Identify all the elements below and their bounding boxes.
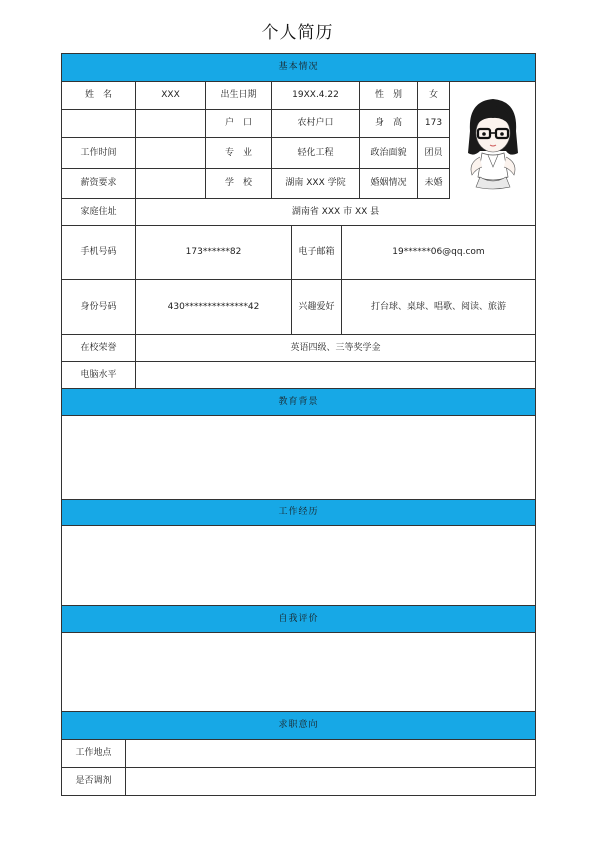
address-value[interactable]: 湖南省 XXX 市 XX 县 bbox=[291, 206, 380, 217]
section-intent-header: 求职意向 bbox=[62, 712, 535, 740]
row-computer bbox=[62, 362, 535, 389]
height-value[interactable]: 173 bbox=[418, 110, 450, 137]
resume-table bbox=[61, 53, 536, 796]
hobby-label: 兴趣爱好 bbox=[292, 280, 342, 334]
politics-value[interactable]: 团员 bbox=[418, 138, 450, 168]
hobby-value[interactable]: 打台球、桌球、唱歌、阅读、旅游 bbox=[370, 301, 506, 312]
row-id bbox=[62, 280, 535, 335]
major-value[interactable]: 轻化工程 bbox=[272, 138, 360, 168]
award-label: 在校荣誉 bbox=[62, 335, 136, 361]
marital-label: 婚姻情况 bbox=[360, 169, 418, 198]
gender-label: 性 别 bbox=[360, 82, 418, 109]
computer-label: 电脑水平 bbox=[62, 362, 136, 388]
row-award bbox=[62, 335, 535, 362]
location-value[interactable] bbox=[126, 740, 535, 767]
location-label: 工作地点 bbox=[62, 740, 126, 767]
row-salary bbox=[62, 169, 450, 199]
row-adjust bbox=[62, 768, 535, 795]
row-location bbox=[62, 740, 535, 768]
birth-label: 出生日期 bbox=[206, 82, 272, 109]
worktime-value[interactable] bbox=[136, 138, 206, 168]
id-value[interactable]: 430**************42 bbox=[136, 280, 292, 334]
school-value[interactable]: 湖南 XXX 学院 bbox=[272, 169, 360, 198]
salary-value[interactable] bbox=[136, 169, 206, 198]
computer-value[interactable] bbox=[136, 362, 535, 388]
politics-label: 政治面貌 bbox=[360, 138, 418, 168]
avatar bbox=[450, 82, 535, 199]
row-hukou bbox=[62, 110, 450, 138]
section-basic-header: 基本情况 bbox=[62, 54, 535, 82]
row-name bbox=[62, 82, 450, 110]
award-value[interactable]: 英语四级、三等奖学金 bbox=[290, 342, 381, 353]
school-label: 学 校 bbox=[206, 169, 272, 198]
name-value[interactable]: XXX bbox=[136, 82, 206, 109]
phone-label: 手机号码 bbox=[62, 226, 136, 279]
row-address bbox=[62, 199, 535, 226]
row-worktime bbox=[62, 138, 450, 169]
empty-cell bbox=[136, 110, 206, 137]
section-work-header: 工作经历 bbox=[62, 500, 535, 526]
education-content[interactable] bbox=[62, 416, 535, 500]
hukou-value[interactable]: 农村户口 bbox=[272, 110, 360, 137]
work-content[interactable] bbox=[62, 526, 535, 606]
hukou-label: 户 口 bbox=[206, 110, 272, 137]
email-label: 电子邮箱 bbox=[292, 226, 342, 279]
email-value[interactable]: 19******06@qq.com bbox=[392, 247, 485, 258]
adjust-value[interactable] bbox=[126, 768, 535, 795]
self-content[interactable] bbox=[62, 633, 535, 712]
section-education-header: 教育背景 bbox=[62, 389, 535, 416]
page-title: 个人简历 bbox=[261, 23, 334, 43]
marital-value[interactable]: 未婚 bbox=[418, 169, 450, 198]
cartoon-girl-icon bbox=[460, 91, 526, 191]
phone-value[interactable]: 173******82 bbox=[136, 226, 292, 279]
row-phone bbox=[62, 226, 535, 280]
major-label: 专 业 bbox=[206, 138, 272, 168]
salary-label: 薪资要求 bbox=[62, 169, 136, 198]
address-label: 家庭住址 bbox=[62, 199, 136, 225]
name-label: 姓 名 bbox=[62, 82, 136, 109]
section-self-header: 自我评价 bbox=[62, 606, 535, 633]
id-label: 身份号码 bbox=[62, 280, 136, 334]
adjust-label: 是否调剂 bbox=[62, 768, 126, 795]
empty-cell bbox=[62, 110, 136, 137]
gender-value[interactable]: 女 bbox=[418, 82, 450, 109]
height-label: 身 高 bbox=[360, 110, 418, 137]
birth-value[interactable]: 19XX.4.22 bbox=[272, 82, 360, 109]
worktime-label: 工作时间 bbox=[62, 138, 136, 168]
